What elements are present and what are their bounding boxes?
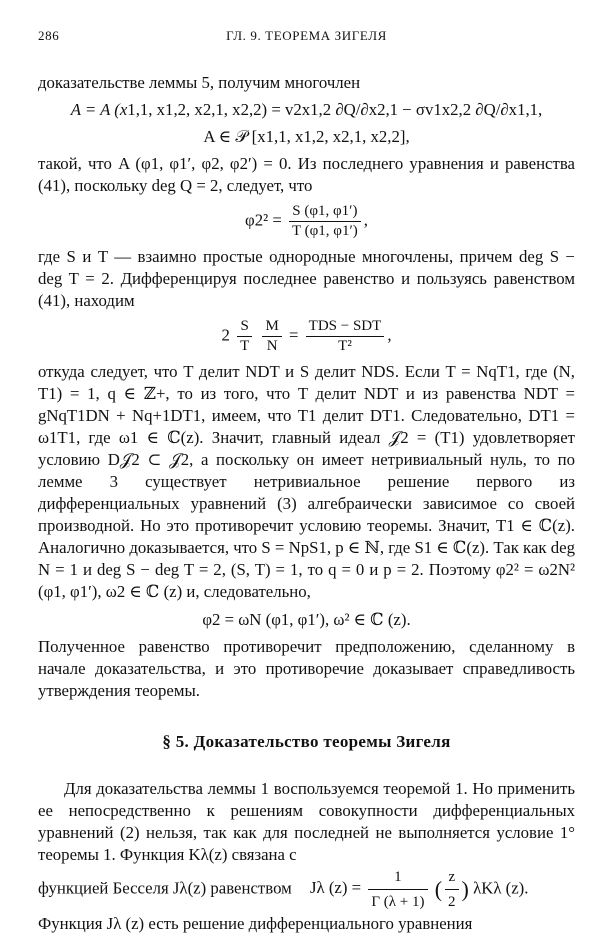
equation-phi: φ2² = $\frac{S (\varphi 1, \varphi 1')}{T (\varphi 1, \varphi 1')}$ , (245, 203, 368, 239)
paragraph-4: откуда следует, что T делит NDT и S делит NDS. Если T = NqT1, где (N, T1) = 1, q ∈ ℤ+, то из того, что T делит NDT и из равенства NDT = gNqT1DN + Nq+1DT1, имеем, что T1 делит DT1. Следовательно, DT1 = ω1T1, где ω1 ∈ ℂ(z). Значит, главный идеал 𝒥2 = (T1) удовлетворяет условию D𝒥2 ⊂ 𝒥2, а поскольку он имеет нетривиальный нуль, то по лемме 3 существует нетривиальное решение первого из дифференциальных уравнений (3) алгебраически зависимое со своей производной. Но это противоречит условию теоремы. Значит, T1 ∈ ℂ(z). Аналогично доказывается, что S = NpS1, p ∈ ℕ, где S1 ∈ ℂ(z). Так как deg N = 1 и deg S − deg T = 2, (S, T) = 1, то q = 0 и p = 2. Поэтому φ2² = ω2N² (φ1, φ1′), ω2 ∈ ℂ (z) и, следовательно, (38, 362, 575, 601)
frac-TDS (306, 318, 385, 355)
frac-M-N (262, 318, 281, 355)
paragraph-3: где S и T — взаимно простые однородные многочлены, причем deg S − deg T = 2. Дифференцируя последнее равенство и пользуясь равенством (41), находим (38, 247, 575, 310)
section-title: § 5. Доказательство теоремы Зигеля (162, 732, 451, 751)
paragraph-2: такой, что A (φ1, φ1′, φ2, φ2′) = 0. Из последнего уравнения и равенства (41), поскольку deg Q = 2, следует, что (38, 154, 575, 195)
paragraph-5: Полученное равенство противоречит предположению, сделанному в начале доказательства, и это противоречие доказывает справедливость утверждения теоремы. (38, 637, 575, 700)
equation-derivative: 2 $\frac{S}{T}$ $\frac{M}{N}$ = $\frac{\text{TDS − SDT}}{\text{T²}}$ , (221, 318, 392, 354)
frac-den-N: N (266, 338, 278, 354)
page-body (38, 72, 575, 935)
page-header (38, 28, 575, 50)
paragraph-7: функцией Бесселя Jλ(z) равенством Jλ (z) = $\frac{1}{\Gamma (\lambda + 1)}$ ( $\frac{z}{2}$ ) λKλ (z). (38, 866, 575, 913)
bessel-frac-den1: Γ (λ + 1) (371, 894, 425, 910)
frac-S-T (237, 318, 252, 355)
paragraph-8: Функция Jλ (z) есть решение дифференциального уравнения (38, 914, 473, 933)
equation-A-lhs: A = A (x (70, 100, 128, 119)
equation-phi-fraction (289, 203, 361, 240)
equation-phi-lhs: φ2² = (245, 210, 282, 230)
bessel-frac-num2: z (445, 866, 459, 890)
equation-phi-denominator: T (φ1, φ1′) (292, 223, 358, 239)
frac-den-T2: T² (338, 338, 352, 354)
equation-A-rest: 1,1, x1,2, x2,1, x2,2) = v2x1,2 ∂Q/∂x2,1 − σv1x2,2 ∂Q/∂x1,1, (127, 100, 543, 119)
equation-A (38, 100, 575, 120)
frac-num-TDS: TDS − SDT (306, 318, 385, 337)
bessel-frac-num1: 1 (368, 866, 427, 890)
equation-final: φ2 = ωN (φ1, φ1′), ω² ∈ ℂ (z). (202, 610, 411, 629)
frac-num-S: S (237, 318, 252, 337)
page-number: 286 (38, 28, 60, 43)
equation-A-membership: A ∈ 𝒫 [x1,1, x1,2, x2,1, x2,2], (203, 127, 410, 146)
paragraph-6: Для доказательства леммы 1 воспользуемся теоремой 1. Но применить ее непосредственно к решениям совокупности дифференциальных уравнений (2) нельзя, так как для последней не выполняется условие 1° теоремы 1. Функция Kλ(z) связана с (38, 779, 575, 864)
paragraph-7-text: функцией Бесселя Jλ(z) равенством (38, 878, 292, 898)
bessel-frac-gamma (368, 866, 427, 913)
equation-phi-numerator: S (φ1, φ1′) (289, 203, 361, 222)
running-title: ГЛ. 9. ТЕОРЕМА ЗИГЕЛЯ (226, 28, 387, 43)
frac-num-M: M (262, 318, 281, 337)
bessel-frac-den2: 2 (448, 894, 456, 910)
frac-den-T: T (240, 338, 250, 354)
bessel-eq-lhs: Jλ (z) = (309, 878, 362, 898)
bessel-frac-z2 (445, 866, 459, 913)
bessel-eq-rhs: λKλ (z). (473, 878, 529, 898)
paragraph-1: доказательстве леммы 5, получим многочлен (38, 73, 361, 92)
